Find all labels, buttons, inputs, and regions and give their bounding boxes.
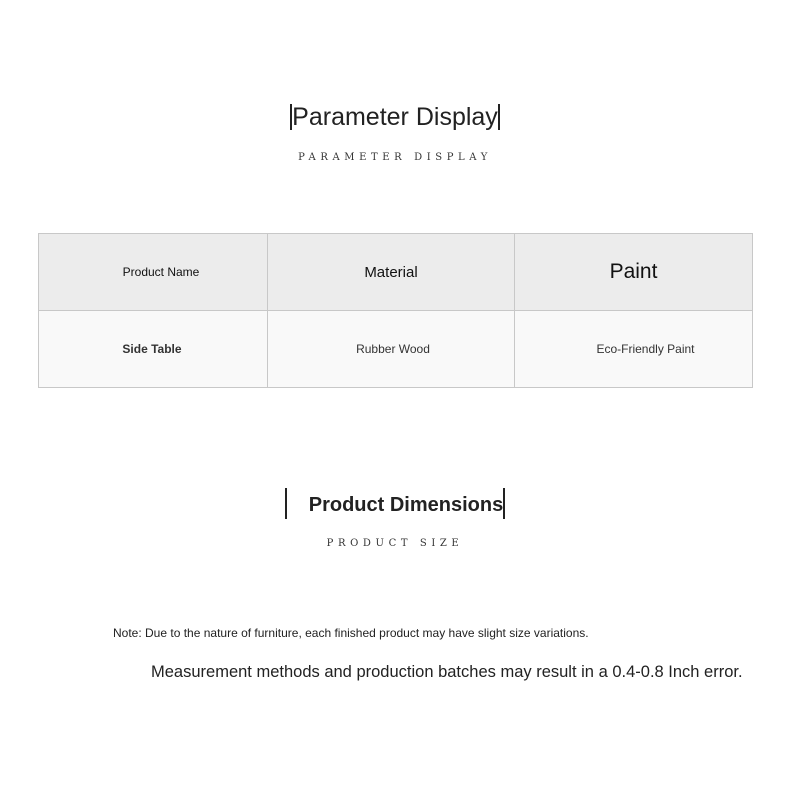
- cell-paint: Eco-Friendly Paint: [515, 311, 753, 388]
- product-dimensions-heading: [0, 488, 790, 523]
- product-dimensions-title: Product Dimensions: [308, 494, 504, 516]
- table-header-row: [39, 234, 753, 311]
- cell-product-name: Side Table: [39, 311, 268, 388]
- parameter-table: [38, 233, 753, 388]
- header-paint: Paint: [515, 234, 753, 311]
- parameter-display-heading: [0, 100, 790, 134]
- dimensions-bar-left: [285, 488, 287, 519]
- table-row: [39, 311, 753, 388]
- parameter-display-subtitle: PARAMETER DISPLAY: [298, 152, 492, 163]
- cell-material: Rubber Wood: [268, 311, 515, 388]
- product-dimensions-subtitle: PRODUCT SIZE: [326, 538, 464, 549]
- size-variation-note: Note: Due to the nature of furniture, each finished product may have slight size variations.: [113, 626, 589, 640]
- heading-bar-right: [498, 104, 500, 130]
- measurement-error-note: Measurement methods and production batches may result in a 0.4-0.8 Inch error.: [151, 663, 743, 681]
- dimensions-bar-right: [503, 488, 505, 519]
- header-product-name: Product Name: [39, 234, 268, 311]
- parameter-display-title: Parameter Display: [292, 103, 498, 131]
- header-material: Material: [268, 234, 515, 311]
